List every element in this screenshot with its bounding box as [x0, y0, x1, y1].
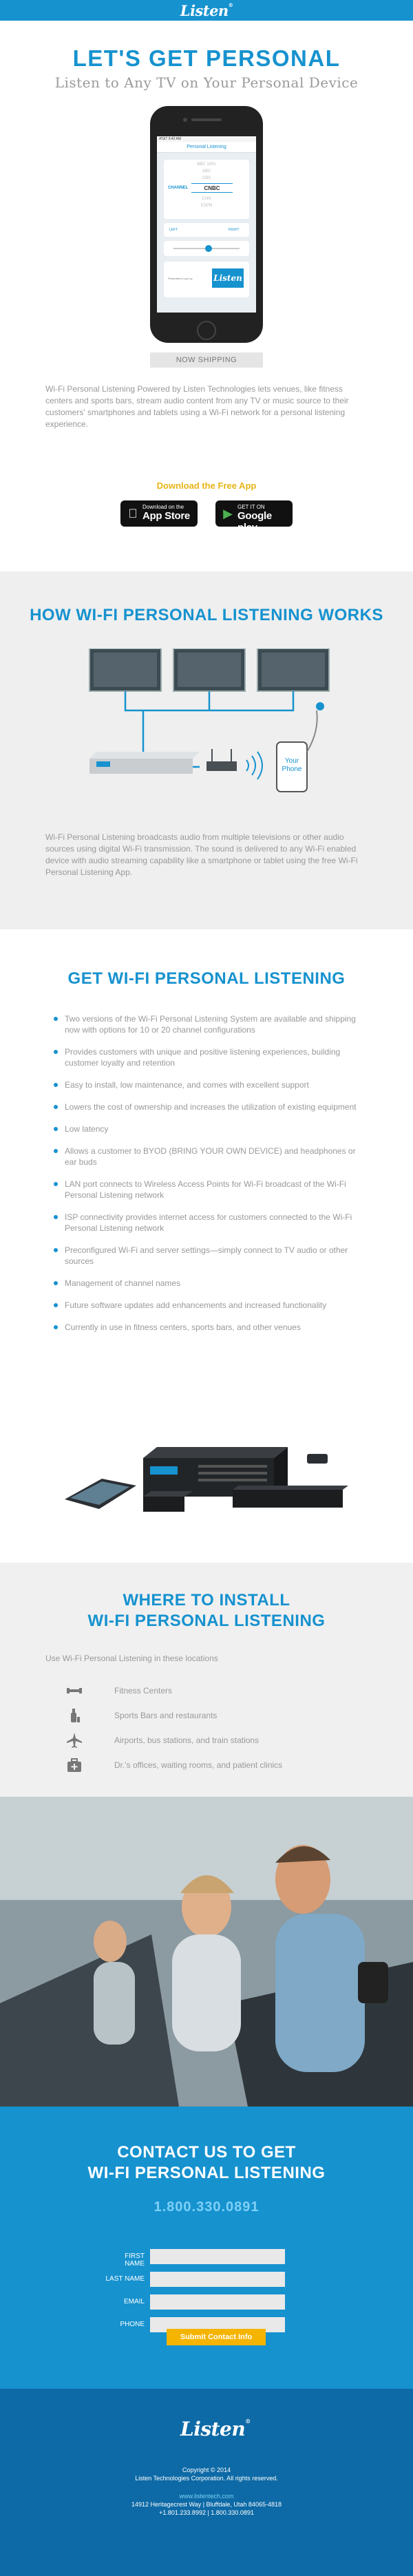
channel-option: ESPN — [200, 204, 213, 208]
right-label: RIGHT — [229, 228, 240, 232]
feature-item: LAN port connects to Wireless Access Points for Wi-Fi broadcast of the Wi-Fi Personal Listening network — [54, 1179, 363, 1201]
header-logo[interactable] — [180, 0, 233, 21]
first-name-row — [103, 2249, 310, 2268]
hero-section — [0, 21, 413, 571]
balance-controls — [164, 223, 249, 237]
shipping-badge: NOW SHIPPING — [150, 352, 263, 368]
phone-camera — [183, 118, 187, 122]
location-item — [66, 1732, 369, 1749]
footer — [0, 2389, 413, 2576]
channel-option: CNN — [202, 197, 211, 201]
ad-logo: Listen — [212, 268, 244, 288]
hero-description: Wi-Fi Personal Listening Powered by Listen Technologies lets venues, like fitness centers and sports bars, stream audio content from any TV or music source to their customers' smartphones and tablets using a Wi-Fi network for a personal listening experience. — [45, 384, 349, 429]
google-play-button[interactable] — [215, 500, 293, 534]
footer-logo[interactable] — [180, 2418, 251, 2445]
app-store-button[interactable] — [120, 500, 198, 527]
feature-item: Lowers the cost of ownership and increases the utilization of existing equipment — [54, 1101, 363, 1112]
channel-option: CBS — [202, 176, 211, 180]
feature-item: Preconfigured Wi-Fi and server settings—simply connect to TV audio or other sources — [54, 1245, 363, 1267]
svg-text:Your: Your — [284, 757, 299, 765]
access-point-icon — [307, 1454, 328, 1464]
channel-label: CHANNEL — [168, 186, 189, 190]
where-title — [0, 1590, 413, 1632]
location-item — [66, 1757, 369, 1773]
channel-option: BBC 1001 — [197, 162, 216, 167]
phone-label: PHONE — [120, 2321, 145, 2328]
footer-logo-mark: ® — [245, 2418, 251, 2425]
how-description: Wi-Fi Personal Listening broadcasts audio from multiple televisions or other audio sources using digital Wi-Fi transmission. The sound is delivered to any Wi-Fi enabled device with audio streaming capability like a smartphone or tablet using the free Wi-Fi Personal Listening App. — [45, 832, 358, 877]
app-store-small: Download on the — [142, 504, 184, 510]
where-title-line2: WI-FI PERSONAL LISTENING — [87, 1612, 326, 1630]
location-label: Sports Bars and restaurants — [114, 1711, 218, 1720]
where-section — [0, 1563, 413, 1797]
website-link[interactable]: www.listentech.com — [179, 2493, 234, 2500]
feature-item: Future software updates add enhancements and increased functionality — [54, 1300, 363, 1311]
left-label: LEFT — [169, 228, 178, 232]
feature-item: ISP connectivity provides internet access for customers connected to the Wi-Fi Personal Listening network — [54, 1212, 363, 1234]
feature-item: Two versions of the Wi-Fi Personal Listening System are available and shipping now with options for 10 or 20 channel configurations — [54, 1013, 363, 1035]
feature-item: Management of channel names — [54, 1278, 363, 1289]
screen-status-bar: AT&T 9:42 AM — [157, 136, 256, 142]
dumbbell-icon — [66, 1682, 83, 1699]
location-label: Dr.'s offices, waiting rooms, and patient clinics — [114, 1760, 283, 1770]
logo-text: Listen® — [180, 1, 233, 19]
contact-title-line2: WI-FI PERSONAL LISTENING — [87, 2164, 326, 2182]
apple-icon — [126, 506, 140, 521]
svg-text:Phone: Phone — [282, 766, 302, 773]
last-name-input[interactable] — [150, 2272, 285, 2287]
feature-item: Allows a customer to BYOD (BRING YOUR OWN DEVICE) and headphones or ear buds — [54, 1146, 363, 1168]
phone-icon — [277, 742, 307, 792]
last-name-label: LAST NAME — [105, 2275, 145, 2283]
selected-channel: CNBC — [191, 183, 233, 193]
email-label: EMAIL — [123, 2298, 145, 2305]
tv-2-icon — [173, 648, 245, 691]
screen-nav-title: Personal Listening — [157, 142, 256, 153]
feature-item: Currently in use in fitness centers, sports bars, and other venues — [54, 1322, 363, 1333]
airplane-icon — [66, 1732, 83, 1749]
where-intro: Use Wi-Fi Personal Listening in these locations — [45, 1654, 218, 1663]
phone-speaker — [191, 118, 222, 121]
how-title: HOW WI-FI PERSONAL LISTENING WORKS — [30, 606, 383, 624]
hero-title: LET'S GET PERSONAL — [72, 45, 341, 71]
channel-picker — [164, 160, 249, 219]
phone-mockup — [150, 106, 263, 343]
small-box-icon — [143, 1491, 193, 1512]
tv-1-icon — [89, 648, 161, 691]
location-item — [66, 1707, 369, 1724]
volume-slider — [164, 241, 249, 256]
router-icon — [206, 749, 237, 771]
email-input[interactable] — [150, 2294, 285, 2310]
first-name-label: FIRST NAME — [125, 2252, 145, 2268]
phone-line: +1.801.233.8992 | 1.800.330.0891 — [159, 2509, 254, 2516]
hardware-image — [61, 1437, 352, 1520]
medical-bag-icon — [66, 1757, 83, 1773]
wifi-waves-icon — [246, 752, 262, 779]
feature-item: Low latency — [54, 1123, 363, 1134]
tv-3-icon — [257, 648, 329, 691]
download-label: Download the Free App — [156, 481, 257, 491]
copyright-line-1: Copyright © 2014 — [182, 2467, 231, 2473]
feature-list — [54, 1013, 363, 1344]
google-play-small: GET IT ON — [237, 504, 265, 510]
contact-title — [0, 2142, 413, 2184]
submit-button[interactable]: Submit Contact Info — [167, 2329, 266, 2345]
last-name-row — [103, 2272, 310, 2287]
feature-item: Easy to install, low maintenance, and comes with excellent support — [54, 1079, 363, 1090]
location-item — [66, 1682, 369, 1699]
server-box-icon — [89, 752, 200, 774]
headphones-icon — [307, 702, 324, 752]
location-label: Airports, bus stations, and train stations — [114, 1735, 260, 1745]
get-title: GET WI-FI PERSONAL LISTENING — [67, 969, 346, 988]
fitness-photo — [0, 1797, 413, 2107]
switch-icon — [233, 1486, 348, 1508]
location-label: Fitness Centers — [114, 1686, 173, 1696]
email-row — [103, 2294, 310, 2310]
first-name-input[interactable] — [150, 2249, 285, 2264]
ad-text: Presented to you by — [168, 277, 193, 280]
volume-knob — [205, 245, 212, 252]
channel-option: ABC — [202, 169, 211, 173]
how-diagram — [83, 648, 337, 793]
feature-item: Provides customers with unique and positive listening experiences, building customer loyalty and retention — [54, 1046, 363, 1068]
where-title-line1: WHERE TO INSTALL — [123, 1591, 290, 1609]
screen-ad — [164, 262, 249, 297]
treadmill-scene-image — [0, 1797, 413, 2107]
how-it-works-section — [0, 571, 413, 929]
hero-subtitle: Listen to Any TV on Your Personal Device — [54, 74, 359, 91]
get-section — [0, 929, 413, 1563]
google-play-big: Google play — [237, 510, 272, 534]
app-store-big: App Store — [142, 510, 190, 522]
phone-screen — [157, 136, 256, 313]
play-icon: ▶ — [223, 507, 233, 520]
copyright-line-2: Listen Technologies Corporation. All rights reserved. — [135, 2475, 278, 2482]
tablet-icon — [65, 1479, 136, 1509]
contact-section — [0, 2107, 413, 2389]
address-line: 14912 Heritagecrest Way | Bluffdale, Utah 84065-4818 — [131, 2501, 282, 2508]
footer-logo-text: Listen — [180, 2418, 246, 2440]
contact-phone[interactable]: 1.800.330.0891 — [153, 2199, 260, 2215]
bottle-icon — [66, 1707, 83, 1724]
contact-title-line1: CONTACT US TO GET — [117, 2143, 296, 2162]
phone-home-button — [197, 321, 216, 340]
